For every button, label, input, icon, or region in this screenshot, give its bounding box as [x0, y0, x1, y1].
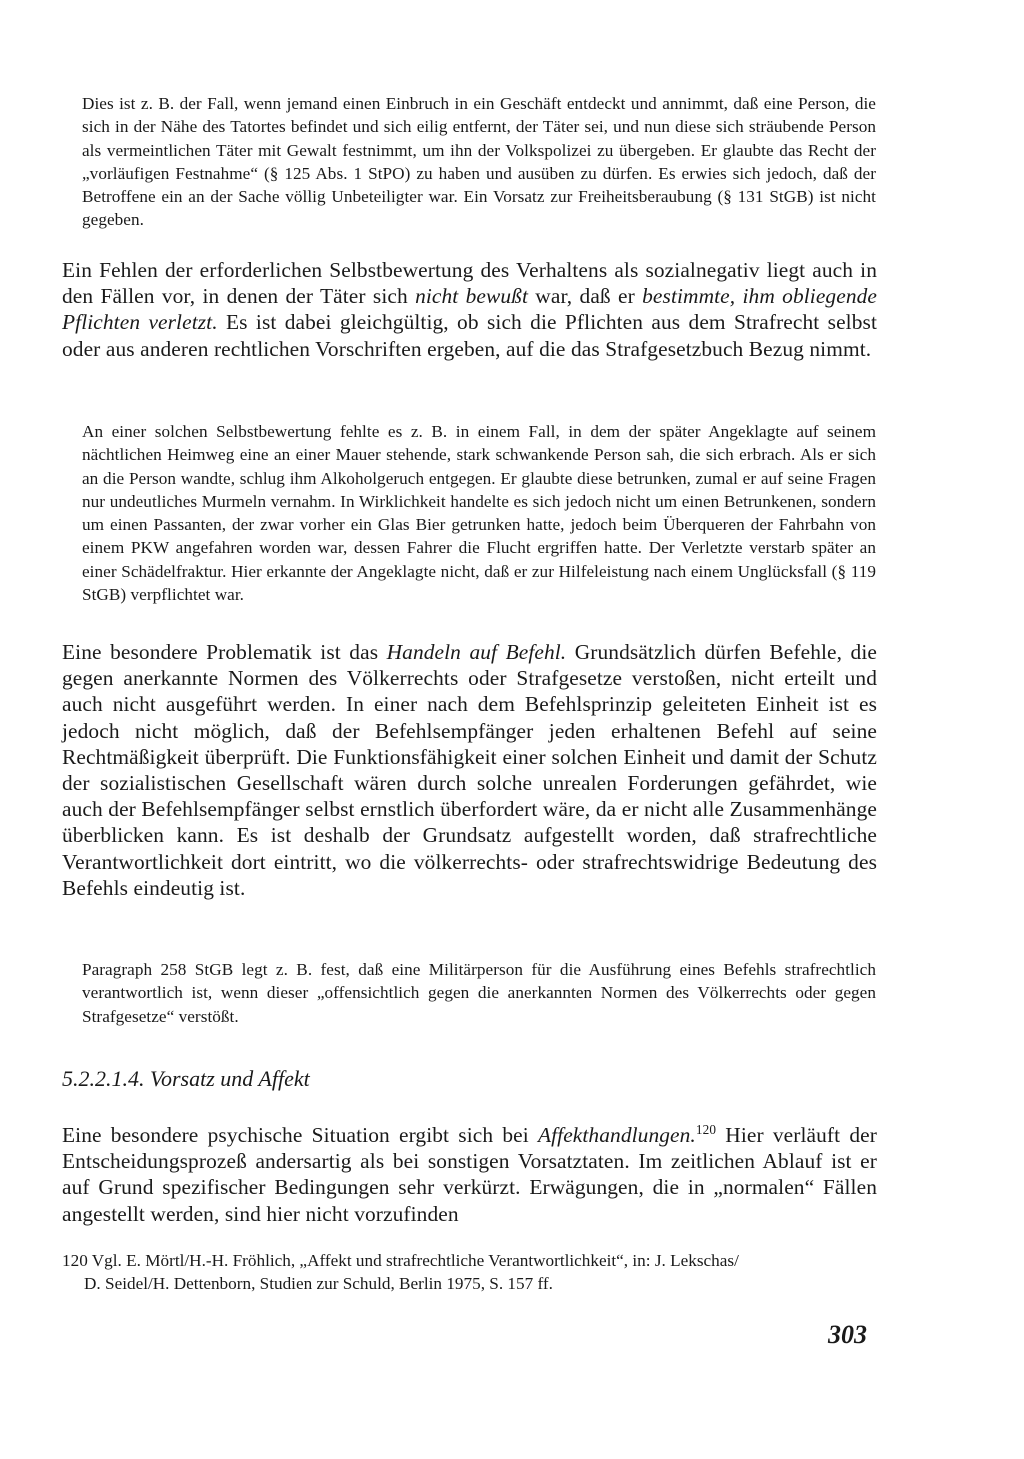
paragraph-acting-on-orders — [62, 639, 877, 901]
text-run: Ein Fehlen der erforderlichen Selbstbewertung des Verhaltens als sozialnegativ liegt auch in den Fällen vor, in denen der Täter sich — [62, 258, 877, 309]
text-run: Eine besondere Problematik ist das — [62, 640, 387, 664]
text-run: Hier verläuft der Entscheidungsprozeß andersartig als bei sonstigen Vorsatztaten. Im zeitlichen Ablauf ist er auf Grund spezifischer Bedingungen sehr verkürzt. Erwägungen, die in „normalen“ Fällen angestellt werden, sind hier nicht vorzufinden — [62, 1123, 877, 1226]
text-run: Eine besondere psychische Situation ergibt sich bei — [62, 1123, 538, 1147]
footnote — [62, 1250, 878, 1295]
footnote-line: D. Seidel/H. Dettenborn, Studien zur Schuld, Berlin 1975, S. 157 ff. — [84, 1273, 553, 1293]
text-run: war, daß er — [528, 284, 643, 309]
paragraph-affect — [62, 1122, 877, 1227]
footnote-reference: 120 — [695, 1121, 717, 1137]
page-number: 303 — [828, 1320, 867, 1349]
italic-phrase: Affekthandlungen. — [537, 1123, 696, 1147]
example-paragraph-258: Paragraph 258 StGB legt z. B. fest, daß eine Militärperson für die Ausführung eines Befehls strafrechtlich verantwortlich ist, wenn dieser „offensichtlich gegen die anerkannten Normen des Völkerrechts oder gegen Strafgesetze“ verstößt. — [82, 960, 876, 1026]
text-run: Grundsätzlich dürfen Befehle, die gegen anerkannte Normen des Völkerrechts oder Strafgesetze verstoßen, nicht erteilt und auch nicht ausgeführt werden. In einer nach dem Befehlsprinzip geleiteten Einheit ist es jedoch nicht möglich, daß der Befehlsempfänger jeden erhaltenen Befehl auf seine Rechtmäßigkeit überprüft. Die Funktionsfähigkeit einer solchen Einheit und damit der Schutz der sozialistischen Gesellschaft wären durch solche unrealen Forderungen gefährdet, wie auch der Befehlsempfänger selbst ernstlich überfordert wäre, da er nicht alle Zusammenhänge überblicken kann. Es ist deshalb der Grundsatz aufgestellt worden, daß strafrechtliche Verantwortlichkeit dort eintritt, wo die völkerrechts- oder strafrechtswidrige Bedeutung des Befehls eindeutig ist. — [62, 640, 877, 900]
italic-phrase: nicht bewußt — [415, 284, 529, 309]
example-paragraph-arrest: Dies ist z. B. der Fall, wenn jemand einen Einbruch in ein Geschäft entdeckt und annimmt, daß eine Person, die sich in der Nähe des Tatortes befindet und sich eilig entfernt, der Täter sei, und nun diese sich sträubende Person als vermeintlichen Täter mit Gewalt festnimmt, um ihn der Volkspolizei zu übergeben. Er glaubte das Recht der „vorläufigen Festnahme“ (§ 125 Abs. 1 StPO) zu haben und ausüben zu dürfen. Es erwies sich jedoch, daß der Betroffene ein an der Sache völlig Unbeteiligter war. Ein Vorsatz zur Freiheitsberaubung (§ 131 StGB) ist nicht gegeben. — [82, 94, 876, 230]
text-run: Es ist dabei gleichgültig, ob sich die Pflichten aus dem Strafrecht selbst oder aus anderen rechtlichen Vorschriften ergeben, auf die das Strafgesetzbuch Bezug nimmt. — [62, 310, 877, 361]
paragraph-self-assessment — [62, 257, 877, 362]
italic-phrase: Handeln auf Befehl. — [386, 640, 567, 664]
section-heading: 5.2.2.1.4. Vorsatz und Affekt — [62, 1066, 310, 1091]
italic-phrase: bestimmte, ihm obliegende Pflichten verletzt. — [62, 284, 878, 335]
footnote-line: 120 Vgl. E. Mörtl/H.-H. Fröhlich, „Affekt und strafrechtliche Verantwortlichkeit“, in: J. Lekschas/ — [62, 1251, 739, 1270]
example-paragraph-drunk-person: An einer solchen Selbstbewertung fehlte es z. B. in einem Fall, in dem der später Angeklagte auf seinem nächtlichen Heimweg eine an einer Mauer stehende, stark schwankende Person sah, die sich erbrach. Als er sich an die Person wandte, schlug ihm Alkoholgeruch entgegen. Er glaubte diese betrunken, zumal er auf seine Fragen nur undeutliches Murmeln vernahm. In Wirklichkeit handelte es sich jedoch nicht um einen Betrunkenen, sondern um einen Passanten, der zwar vorher ein Glas Bier getrunken hatte, jedoch beim Überqueren der Fahrbahn von einem PKW angefahren worden war, dessen Fahrer die Flucht ergriffen hatte. Der Verletzte verstarb später an einer Schädelfraktur. Hier erkannte der Angeklagte nicht, daß er zur Hilfeleistung nach einem Unglücksfall (§ 119 StGB) verpflichtet war. — [82, 422, 876, 605]
